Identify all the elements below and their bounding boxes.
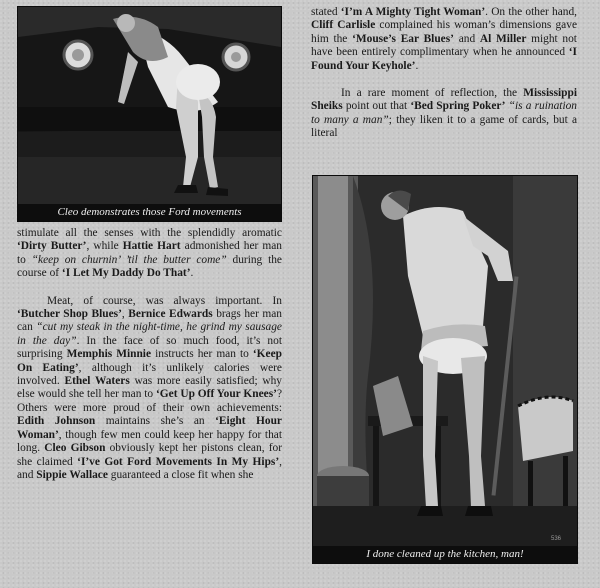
bold-title: Sippie Wallace (36, 468, 108, 481)
bold-title: Bernice Edwards (128, 308, 213, 321)
text-run: complained his woman’s dimensions gave him the (311, 19, 577, 45)
photo-right-caption: I done cleaned up the kitchen, man! (313, 546, 577, 563)
text-run: was more easily satisfied; why else would she tell her man to (17, 375, 282, 401)
bold-title: Hattie Hart (122, 240, 181, 253)
text-run: In a rare moment of reflection, the (341, 87, 524, 100)
bold-title: ‘Eight Hour Woman’ (17, 415, 282, 441)
bold-title: Memphis Minnie (66, 348, 152, 361)
photo-right (312, 175, 578, 564)
text-run: ? Others were more proud of their own achievements: (17, 388, 282, 414)
text-run: obviously kept her pistons clean, for she claimed (17, 442, 282, 468)
bold-title: ‘Dirty Butter’ (17, 240, 87, 253)
photo-left (17, 6, 282, 222)
text-run: . In the face of so much food, it’s not surprising (17, 334, 282, 361)
paragraph (311, 87, 577, 141)
paragraph (17, 227, 282, 281)
bold-title: ‘Get Up Off Your Knees’ (156, 388, 277, 401)
bold-title: ‘Mouse’s Ear Blues’ (352, 32, 454, 45)
italic-quote: “is a ruination to many a man” (311, 100, 578, 126)
photo-left-image (18, 7, 281, 204)
text-run: , and (17, 455, 282, 481)
text-run: ; they liken it to a game of cards, but a literal (311, 113, 577, 140)
text-right-top (311, 6, 577, 141)
text-run: stimulate all the senses with the splendidly aromatic (17, 227, 282, 239)
text-run: point out that (342, 100, 411, 113)
text-run: . On the other hand, (485, 6, 578, 18)
text-run: during the course of (17, 253, 282, 280)
text-run: , while (86, 240, 123, 253)
bold-title: ‘I Found Your Keyhole’ (311, 46, 577, 72)
paragraph (311, 6, 577, 73)
italic-quote: “keep on churnin’ ’til the butter come” (31, 253, 227, 266)
text-run: might not have been entirely complimentary when he announced (311, 32, 577, 59)
text-run: brags her man can (17, 308, 282, 334)
text-run: maintains she’s an (95, 415, 216, 428)
bold-title: Cleo Gibson (44, 442, 106, 455)
bold-title: Al Miller (479, 32, 527, 45)
text-run: guaranteed a close fit when she (107, 468, 254, 481)
text-run: , though few men could keep her happy for that long. (17, 428, 282, 455)
bold-title: Edith Johnson (17, 415, 96, 428)
text-run: stated (311, 6, 341, 18)
photo-mark: 536 (550, 536, 561, 542)
text-run: , although it’s unlikely calories were involved. (17, 361, 282, 388)
text-left (17, 227, 282, 482)
text-run: admonished her man to (17, 240, 282, 266)
text-run: , (121, 308, 129, 321)
bold-title: Ethel Waters (64, 375, 130, 388)
bold-title: Cliff Carlisle (311, 19, 376, 32)
italic-quote: “cut my steak in the night-time, he grind my sausage in the day” (17, 321, 282, 347)
bold-title: ‘Butcher Shop Blues’ (17, 308, 122, 321)
bold-title: ‘I’ve Got Ford Movements In My Hips’ (77, 455, 280, 468)
bold-title: ‘Keep On Eating’ (17, 348, 282, 374)
text-run: . (190, 267, 194, 280)
bold-title: ‘I Let My Daddy Do That’ (61, 267, 191, 280)
paragraph (17, 295, 282, 483)
text-run: and (453, 32, 480, 45)
text-run: instructs her man to (151, 348, 253, 361)
photo-right-image (313, 176, 577, 546)
bold-title: Mississippi Sheiks (311, 87, 577, 113)
text-run: . (415, 59, 419, 72)
bold-title: ‘I’m A Mighty Tight Woman’ (340, 6, 486, 18)
bold-title: ‘Bed Spring Poker’ (410, 100, 506, 113)
text-run: Meat, of course, was always important. In (47, 294, 282, 307)
photo-left-caption: Cleo demonstrates those Ford movements (18, 204, 281, 221)
